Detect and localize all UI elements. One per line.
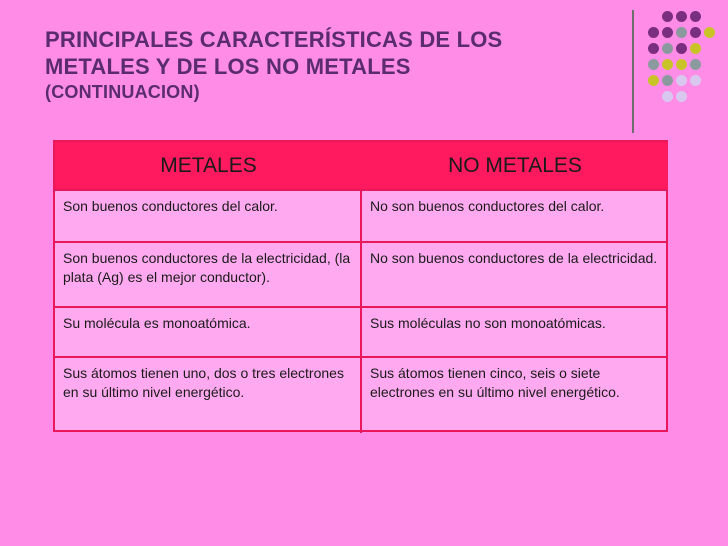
header-no-metales: NO METALES <box>362 142 668 191</box>
decorative-dot <box>676 59 687 70</box>
decorative-dot <box>662 91 673 102</box>
table-cell: Sus átomos tienen uno, dos o tres electrones en su último nivel energético. <box>55 358 362 433</box>
title-line-2: METALES Y DE LOS NO METALES <box>45 54 411 79</box>
decorative-dot <box>648 75 659 86</box>
decorative-dot <box>690 59 701 70</box>
table-cell: Sus moléculas no son monoatómicas. <box>362 308 668 358</box>
decorative-dot <box>676 91 687 102</box>
decorative-dot <box>648 27 659 38</box>
table-cell: Sus átomos tienen cinco, seis o siete electrones en su último nivel energético. <box>370 365 620 400</box>
table-cell: No son buenos conductores del calor. <box>362 191 668 243</box>
comparison-table <box>53 140 668 432</box>
decorative-dot-grid <box>642 8 728 120</box>
decorative-dot <box>704 27 715 38</box>
decorative-dot <box>662 43 673 54</box>
table-cell: No son buenos conductores de la electricidad. <box>362 243 668 308</box>
slide-title <box>45 26 605 104</box>
decorative-dot <box>662 59 673 70</box>
decorative-dot <box>690 75 701 86</box>
decorative-dot <box>662 27 673 38</box>
decorative-dot <box>676 11 687 22</box>
decorative-dot <box>648 43 659 54</box>
decorative-divider <box>632 10 634 133</box>
title-line-1: PRINCIPALES CARACTERÍSTICAS DE LOS <box>45 27 503 52</box>
slide-subtitle: (CONTINUACION) <box>45 82 200 102</box>
decorative-dot <box>676 43 687 54</box>
decorative-dot <box>648 59 659 70</box>
table-cell: Son buenos conductores de la electricidad, (la plata (Ag) es el mejor conductor). <box>55 243 362 308</box>
decorative-dot <box>676 27 687 38</box>
decorative-dot <box>662 75 673 86</box>
decorative-dot <box>662 11 673 22</box>
decorative-dot <box>676 75 687 86</box>
table-cell: Su molécula es monoatómica. <box>55 308 362 358</box>
decorative-dot <box>690 27 701 38</box>
table-cell: Son buenos conductores del calor. <box>55 191 362 243</box>
decorative-dot <box>690 43 701 54</box>
decorative-dot <box>690 11 701 22</box>
header-metales: METALES <box>55 142 362 191</box>
